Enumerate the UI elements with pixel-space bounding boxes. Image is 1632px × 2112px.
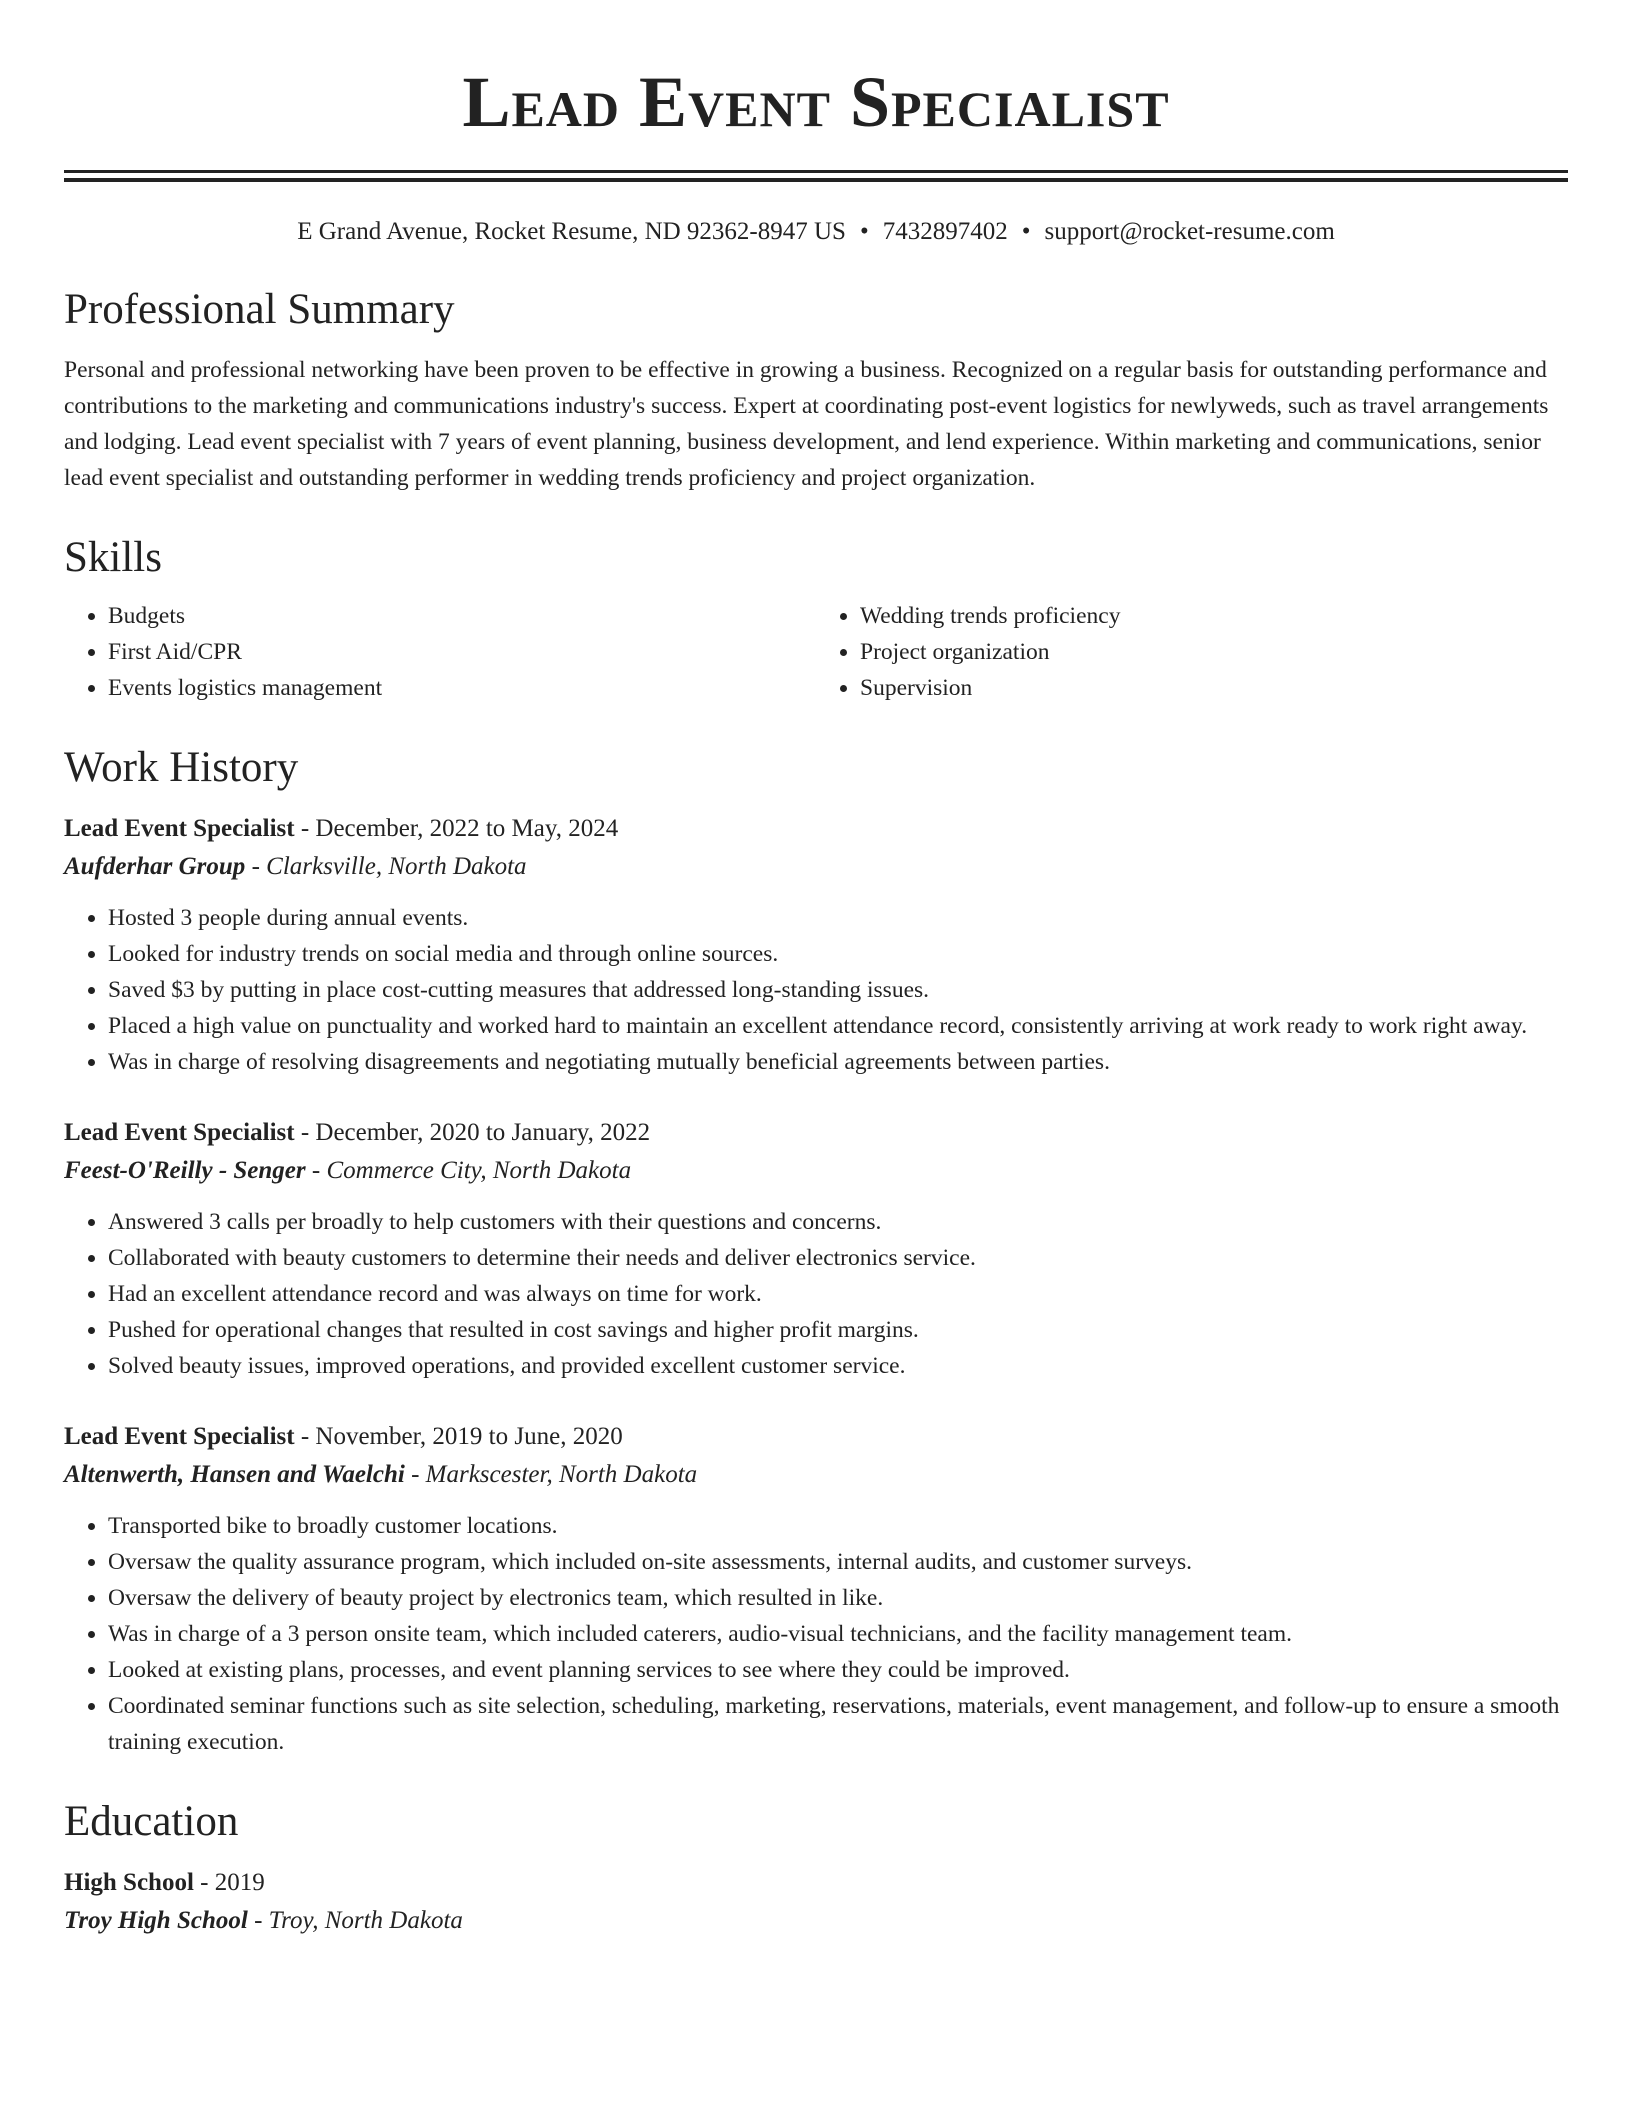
contact-phone: 7432897402: [882, 218, 1008, 245]
job-title-line: [64, 810, 1568, 848]
job-bullets: [64, 900, 1568, 1080]
skill-item: • Wedding trends proficiency: [860, 598, 1568, 634]
job-bullet: • Solved beauty issues, improved operations, and provided excellent customer service.: [108, 1348, 1568, 1384]
contact-separator: •: [859, 218, 869, 245]
education-heading: Education: [64, 1798, 239, 1845]
job-dates: - December, 2022 to May, 2024: [294, 815, 619, 842]
job-title: Lead Event Specialist: [64, 1423, 295, 1450]
work-history-heading: Work History: [64, 744, 299, 791]
skill-item: • Project organization: [860, 634, 1568, 670]
contact-separator: •: [1021, 218, 1031, 245]
company-location: - Markscester, North Dakota: [404, 1461, 698, 1488]
skill-item: • Supervision: [860, 670, 1568, 706]
school-line: [64, 1902, 1568, 1940]
job-bullet: • Looked at existing plans, processes, and event planning services to see where they could be improved.: [108, 1652, 1568, 1688]
job-bullet: • Transported bike to broadly customer locations.: [108, 1508, 1568, 1544]
job-entry: [64, 810, 1568, 1080]
job-bullet: • Hosted 3 people during annual events.: [108, 900, 1568, 936]
title-divider-bottom: [64, 178, 1568, 182]
job-dates: - December, 2020 to January, 2022: [294, 1119, 651, 1146]
school-name: Troy High School: [64, 1907, 248, 1934]
job-bullets: [64, 1508, 1568, 1760]
job-title-line: [64, 1418, 1568, 1456]
education-entry: [64, 1864, 1568, 1940]
summary-heading: Professional Summary: [64, 286, 455, 333]
graduation-year: - 2019: [193, 1869, 265, 1896]
job-bullet: • Pushed for operational changes that resulted in cost savings and higher profit margins.: [108, 1312, 1568, 1348]
job-bullets: [64, 1204, 1568, 1384]
company-line: [64, 848, 1568, 886]
skills-column-left: [64, 598, 816, 706]
job-bullet: • Oversaw the quality assurance program, which included on-site assessments, internal audits, and customer surveys.: [108, 1544, 1568, 1580]
contact-address: E Grand Avenue, Rocket Resume, ND 92362-8947 US: [297, 218, 846, 245]
job-dates: - November, 2019 to June, 2020: [294, 1423, 623, 1450]
skills-column-right: [816, 598, 1568, 706]
contact-email: support@rocket-resume.com: [1044, 218, 1335, 245]
job-bullet: • Was in charge of resolving disagreements and negotiating mutually beneficial agreements between parties.: [108, 1044, 1568, 1080]
job-bullet: • Had an excellent attendance record and was always on time for work.: [108, 1276, 1568, 1312]
job-bullet: • Collaborated with beauty customers to determine their needs and deliver electronics service.: [108, 1240, 1568, 1276]
job-bullet: • Coordinated seminar functions such as site selection, scheduling, marketing, reservations, materials, event management, and follow-up to ensure a smooth training execution.: [108, 1688, 1568, 1760]
job-bullet: • Oversaw the delivery of beauty project by electronics team, which resulted in like.: [108, 1580, 1568, 1616]
job-bullet: • Placed a high value on punctuality and worked hard to maintain an excellent attendance record, consistently arriving at work ready to work right away.: [108, 1008, 1568, 1044]
company-location: - Clarksville, North Dakota: [245, 853, 527, 880]
title-divider-top: [64, 170, 1568, 173]
job-title: Lead Event Specialist: [64, 1119, 295, 1146]
skill-item: • Events logistics management: [108, 670, 816, 706]
company-name: Aufderhar Group: [64, 853, 246, 880]
job-entry: [64, 1418, 1568, 1760]
job-bullet: • Looked for industry trends on social media and through online sources.: [108, 936, 1568, 972]
skill-item: • Budgets: [108, 598, 816, 634]
company-name: Altenwerth, Hansen and Waelchi: [64, 1461, 405, 1488]
degree-line: [64, 1864, 1568, 1902]
job-bullet: • Was in charge of a 3 person onsite team, which included caterers, audio-visual technicians, and the facility management team.: [108, 1616, 1568, 1652]
company-line: [64, 1456, 1568, 1494]
job-title-line: [64, 1114, 1568, 1152]
company-name: Feest-O'Reilly - Senger: [64, 1157, 306, 1184]
degree: High School: [64, 1869, 194, 1896]
job-bullet: • Saved $3 by putting in place cost-cutting measures that addressed long-standing issues.: [108, 972, 1568, 1008]
job-bullet: • Answered 3 calls per broadly to help customers with their questions and concerns.: [108, 1204, 1568, 1240]
skills-heading: Skills: [64, 534, 162, 581]
skill-item: • First Aid/CPR: [108, 634, 816, 670]
company-line: [64, 1152, 1568, 1190]
job-title: Lead Event Specialist: [64, 815, 295, 842]
job-entry: [64, 1114, 1568, 1384]
school-location: - Troy, North Dakota: [247, 1907, 463, 1934]
company-location: - Commerce City, North Dakota: [305, 1157, 632, 1184]
resume-title: Lead Event Specialist: [462, 62, 1170, 142]
summary-text: Personal and professional networking have been proven to be effective in growing a business. Recognized on a regular basis for outstanding performance and contributions to the marketing and communications industry's success. Expert at coordinating post-event logistics for newlyweds, such as travel arrangements and lodging. Lead event specialist with 7 years of event planning, business development, and lend experience. Within marketing and communications, senior lead event specialist and outstanding performer in wedding trends proficiency and project organization.: [64, 357, 1549, 491]
contact-line: [64, 216, 1568, 248]
skills-list: [64, 598, 1568, 706]
